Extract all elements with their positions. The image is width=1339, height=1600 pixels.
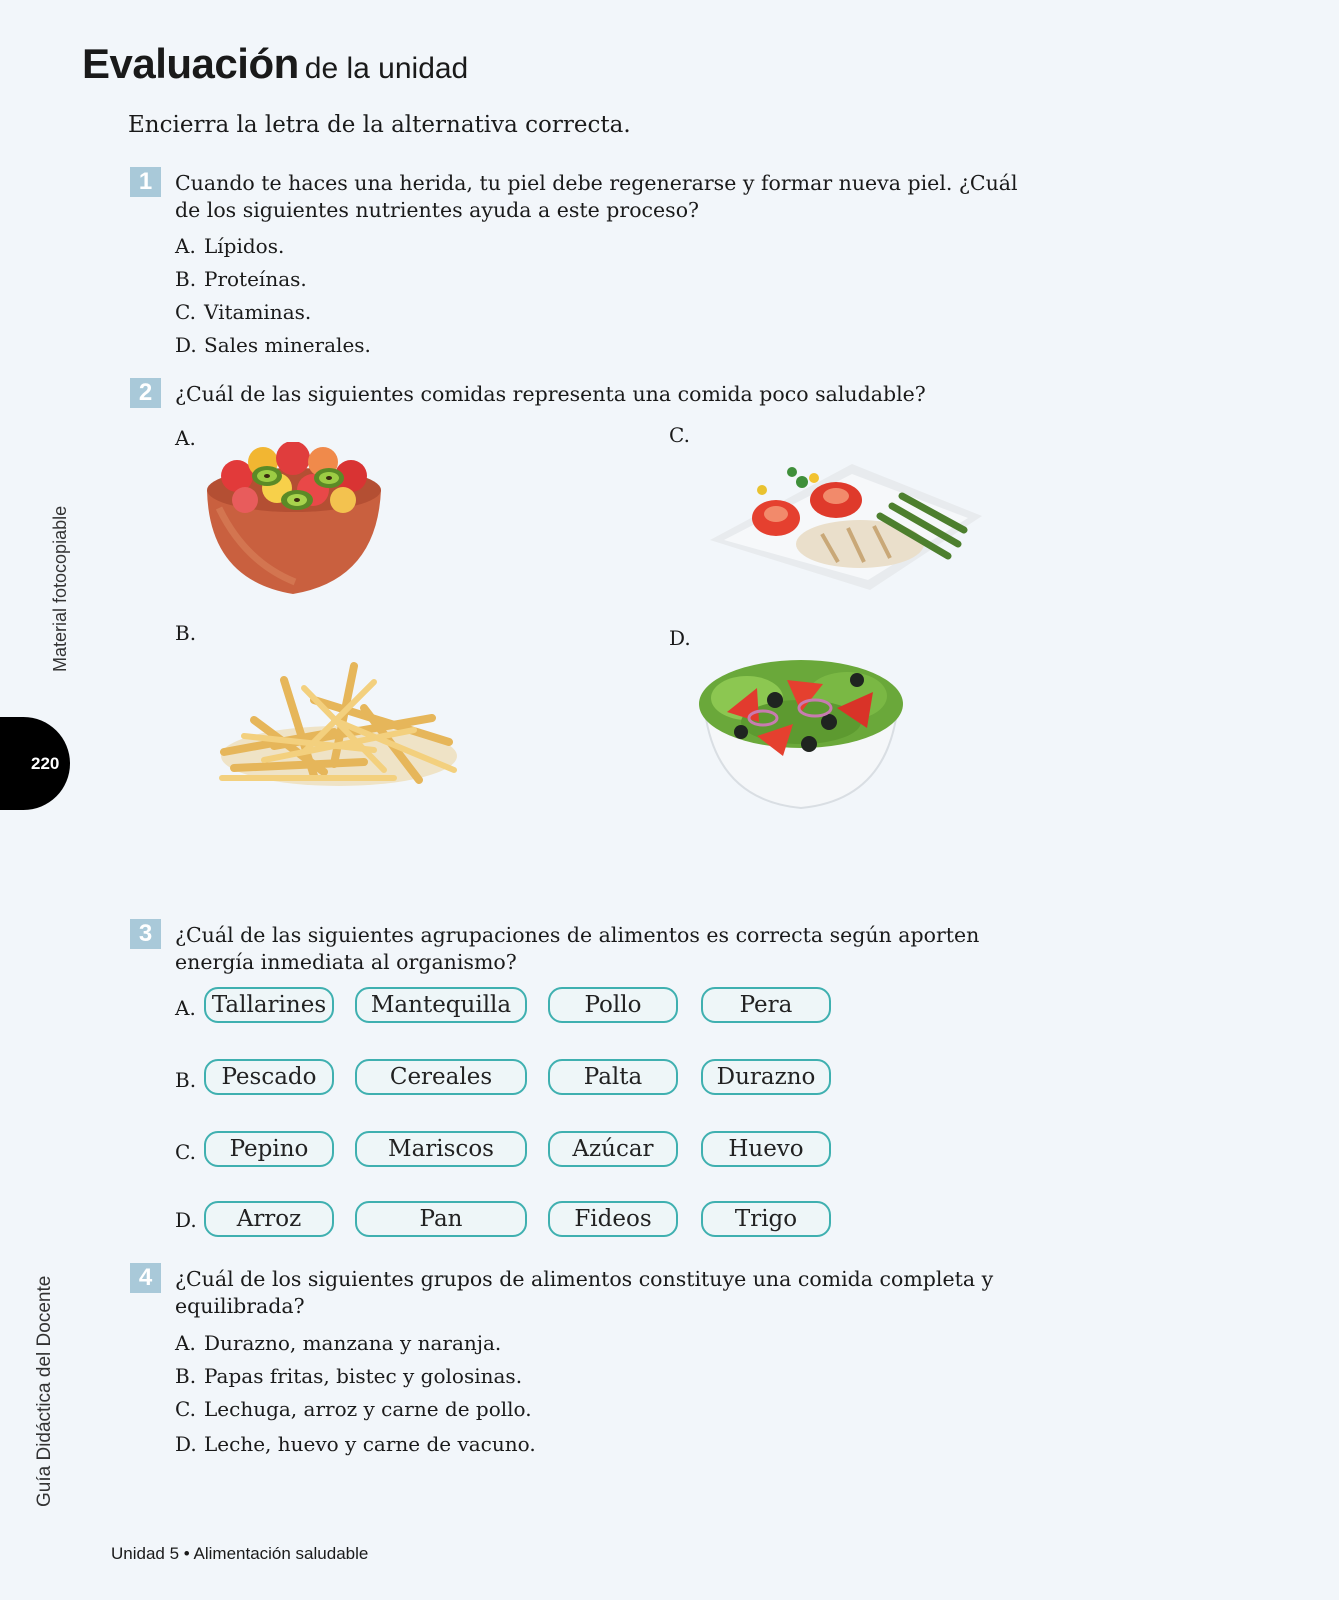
green-salad-bowl-image[interactable] [697,652,905,810]
option-text: Leche, huevo y carne de vacuno. [204,1432,536,1456]
food-pill: Pescado [204,1059,334,1095]
footer-unit-label: Unidad 5 • Alimentación saludable [111,1544,369,1563]
q1-option-d[interactable] [175,333,371,357]
q1-option-b[interactable] [175,267,307,291]
q4-option-d[interactable] [175,1432,536,1456]
food-pill: Pan [355,1201,527,1237]
q2-option-a-letter[interactable]: A. [175,426,196,450]
sidebar-guide-label: Guía Didáctica del Docente [34,1275,55,1507]
page-number-tab: 220 [0,717,70,810]
food-pill: Pera [701,987,831,1023]
title-rest: de la unidad [304,52,469,85]
fruit-salad-bowl-image[interactable] [205,442,385,602]
food-pill: Palta [548,1059,678,1095]
chicken-plate-image[interactable] [702,458,984,598]
page-title [82,40,468,88]
food-pill: Fideos [548,1201,678,1237]
option-letter: B. [175,1364,197,1388]
option-letter: D. [175,1432,197,1456]
option-text: Proteínas. [204,267,307,291]
option-letter: C. [175,1397,196,1421]
option-text: Sales minerales. [204,333,371,357]
food-pill: Durazno [701,1059,831,1095]
question-4-text: ¿Cuál de los siguientes grupos de alimentos constituye una comida completa y equilibrada? [175,1267,994,1318]
food-pill: Mantequilla [355,987,527,1023]
instruction-text: Encierra la letra de la alternativa correcta. [128,112,631,138]
option-letter: A. [175,1331,196,1355]
option-letter: C. [175,300,196,324]
question-1-number: 1 [130,167,161,197]
option-text: Durazno, manzana y naranja. [204,1331,502,1355]
french-fries-image[interactable] [214,660,464,796]
food-pill: Tallarines [204,987,334,1023]
q4-option-c[interactable] [175,1397,532,1421]
food-pill: Cereales [355,1059,527,1095]
option-letter: A. [175,234,196,258]
q2-option-d-letter[interactable]: D. [669,626,691,650]
q4-option-a[interactable] [175,1331,501,1355]
option-letter: B. [175,267,197,291]
question-4-number: 4 [130,1263,161,1293]
option-text: Vitaminas. [204,300,312,324]
sidebar-material-label: Material fotocopiable [50,505,70,672]
food-pill: Pepino [204,1131,334,1167]
question-2-text: ¿Cuál de las siguientes comidas representa una comida poco saludable? [175,382,926,406]
food-pill: Arroz [204,1201,334,1237]
option-letter: D. [175,333,197,357]
food-pill: Pollo [548,987,678,1023]
option-text: Papas fritas, bistec y golosinas. [204,1364,523,1388]
food-pill: Huevo [701,1131,831,1167]
q3-row-d-letter[interactable]: D. [175,1208,197,1232]
q3-row-b-letter[interactable]: B. [175,1068,197,1092]
q2-option-b-letter[interactable]: B. [175,621,197,645]
option-text: Lípidos. [204,234,285,258]
q1-option-c[interactable] [175,300,311,324]
q3-row-c-letter[interactable]: C. [175,1140,196,1164]
question-1-text: Cuando te haces una herida, tu piel debe regenerarse y formar nueva piel. ¿Cuál de los siguientes nutrientes ayuda a este proceso? [175,171,1018,222]
q1-option-a[interactable] [175,234,284,258]
food-pill: Mariscos [355,1131,527,1167]
question-3-text: ¿Cuál de las siguientes agrupaciones de alimentos es correcta según aporten energía inmediata al organismo? [175,923,980,974]
q3-row-a-letter[interactable]: A. [175,996,196,1020]
option-text: Lechuga, arroz y carne de pollo. [204,1397,532,1421]
q2-option-c-letter[interactable]: C. [669,423,690,447]
food-pill: Azúcar [548,1131,678,1167]
title-bold: Evaluación [82,40,299,87]
food-pill: Trigo [701,1201,831,1237]
question-3-number: 3 [130,919,161,949]
q4-option-b[interactable] [175,1364,522,1388]
question-2-number: 2 [130,378,161,408]
